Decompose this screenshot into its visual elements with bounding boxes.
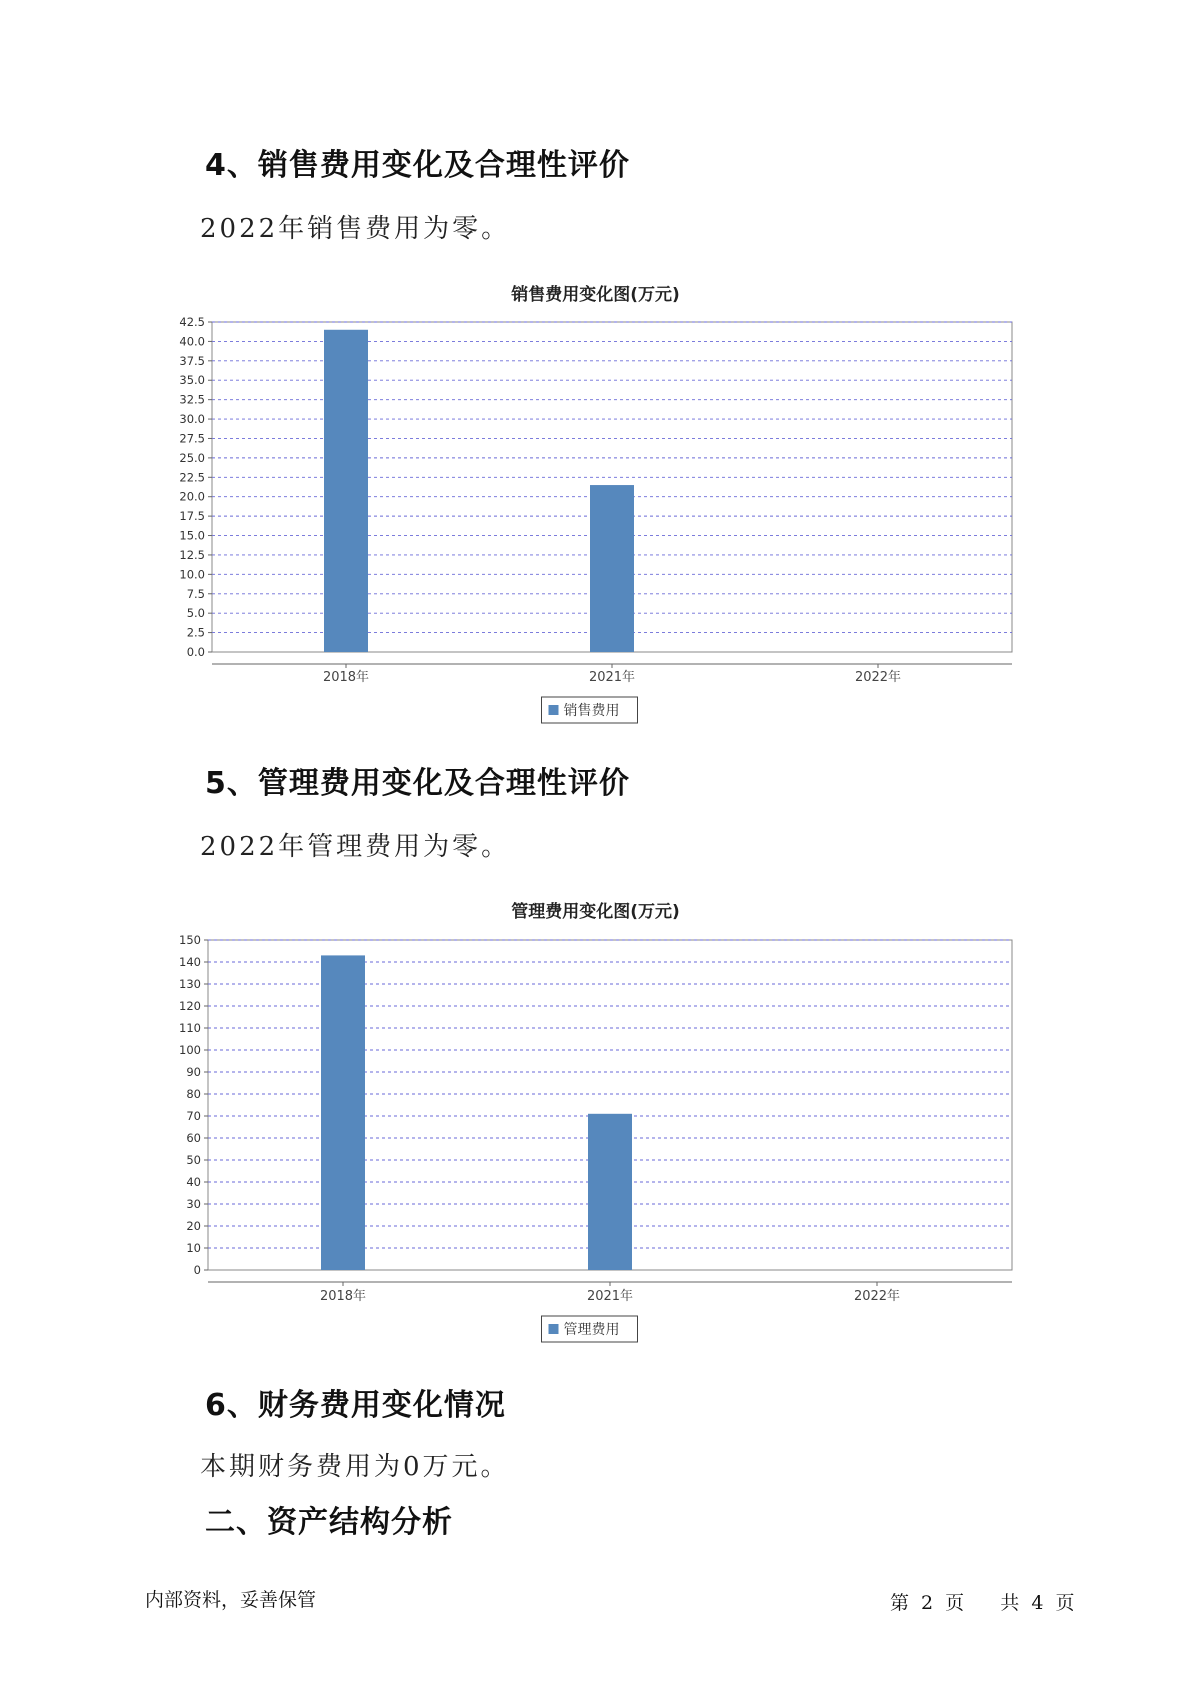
x-tick-label: 2018年 (319, 1289, 367, 1304)
y-tick-label: 22.5 (179, 470, 205, 485)
y-tick-label: 32.5 (179, 392, 205, 407)
y-tick-label: 140 (179, 955, 201, 969)
y-tick-label: 30 (186, 1197, 201, 1211)
legend-label: 销售费用 (563, 703, 620, 719)
selling-expense-chart-title: 销售费用变化图(万元) (511, 285, 680, 305)
y-tick-label: 35.0 (179, 373, 205, 388)
legend-swatch (549, 1324, 559, 1334)
y-tick-label: 25.0 (179, 450, 205, 465)
section-heading-asset-structure: 二、资产结构分析 (205, 1505, 453, 1540)
y-tick-label: 0.0 (186, 645, 205, 659)
footer-total-pages: 共 4 页 (1000, 1592, 1075, 1614)
y-tick-label: 17.5 (179, 509, 205, 524)
y-tick-label: 150 (179, 933, 201, 947)
y-tick-label: 10.0 (179, 567, 205, 582)
x-tick-label: 2021年 (586, 1289, 634, 1304)
y-tick-label: 15.0 (179, 528, 205, 543)
y-tick-label: 40 (186, 1175, 201, 1189)
section-heading-financial-expense: 6、财务费用变化情况 (205, 1388, 506, 1423)
legend-label: 管理费用 (563, 1322, 620, 1338)
y-tick-label: 110 (179, 1021, 201, 1035)
y-tick-label: 42.5 (179, 315, 205, 329)
y-tick-label: 10 (186, 1241, 201, 1255)
y-tick-label: 80 (186, 1087, 201, 1101)
y-tick-label: 120 (179, 999, 201, 1013)
section-heading-selling-expense: 4、销售费用变化及合理性评价 (205, 148, 630, 183)
x-tick-label: 2021年 (588, 670, 636, 685)
y-tick-label: 20.0 (179, 489, 205, 504)
footer-current-page: 第 2 页 (890, 1592, 965, 1614)
x-tick-label: 2022年 (853, 1289, 901, 1304)
y-tick-label: 90 (186, 1065, 201, 1079)
footer-page-number (890, 1588, 1074, 1615)
footer-confidential-note: 内部资料，妥善保管 (145, 1589, 317, 1611)
y-tick-label: 60 (186, 1131, 201, 1145)
x-tick-label: 2018年 (322, 670, 370, 685)
y-tick-label: 40.0 (179, 334, 205, 349)
admin-expense-chart-title: 管理费用变化图(万元) (511, 902, 680, 922)
y-tick-label: 20 (186, 1219, 201, 1233)
y-tick-label: 27.5 (179, 431, 205, 446)
x-tick-label: 2022年 (854, 670, 902, 685)
y-tick-label: 0 (193, 1263, 201, 1277)
legend (542, 1316, 638, 1342)
y-tick-label: 5.0 (186, 606, 205, 621)
y-tick-label: 50 (186, 1153, 201, 1167)
section-heading-admin-expense: 5、管理费用变化及合理性评价 (205, 766, 630, 801)
admin-expense-summary: 2022年管理费用为零。 (200, 832, 511, 862)
bar-2021年 (588, 1114, 632, 1270)
bar-2018年 (321, 955, 365, 1270)
y-tick-label: 12.5 (179, 547, 205, 562)
y-tick-label: 130 (179, 977, 201, 991)
y-tick-label: 70 (186, 1109, 201, 1123)
financial-expense-summary: 本期财务费用为0万元。 (200, 1452, 510, 1482)
y-tick-label: 100 (179, 1043, 201, 1057)
selling-expense-summary: 2022年销售费用为零。 (200, 214, 511, 244)
y-tick-label: 30.0 (179, 412, 205, 427)
y-tick-label: 37.5 (179, 353, 205, 368)
y-tick-label: 7.5 (186, 586, 205, 601)
y-tick-label: 2.5 (186, 625, 205, 640)
